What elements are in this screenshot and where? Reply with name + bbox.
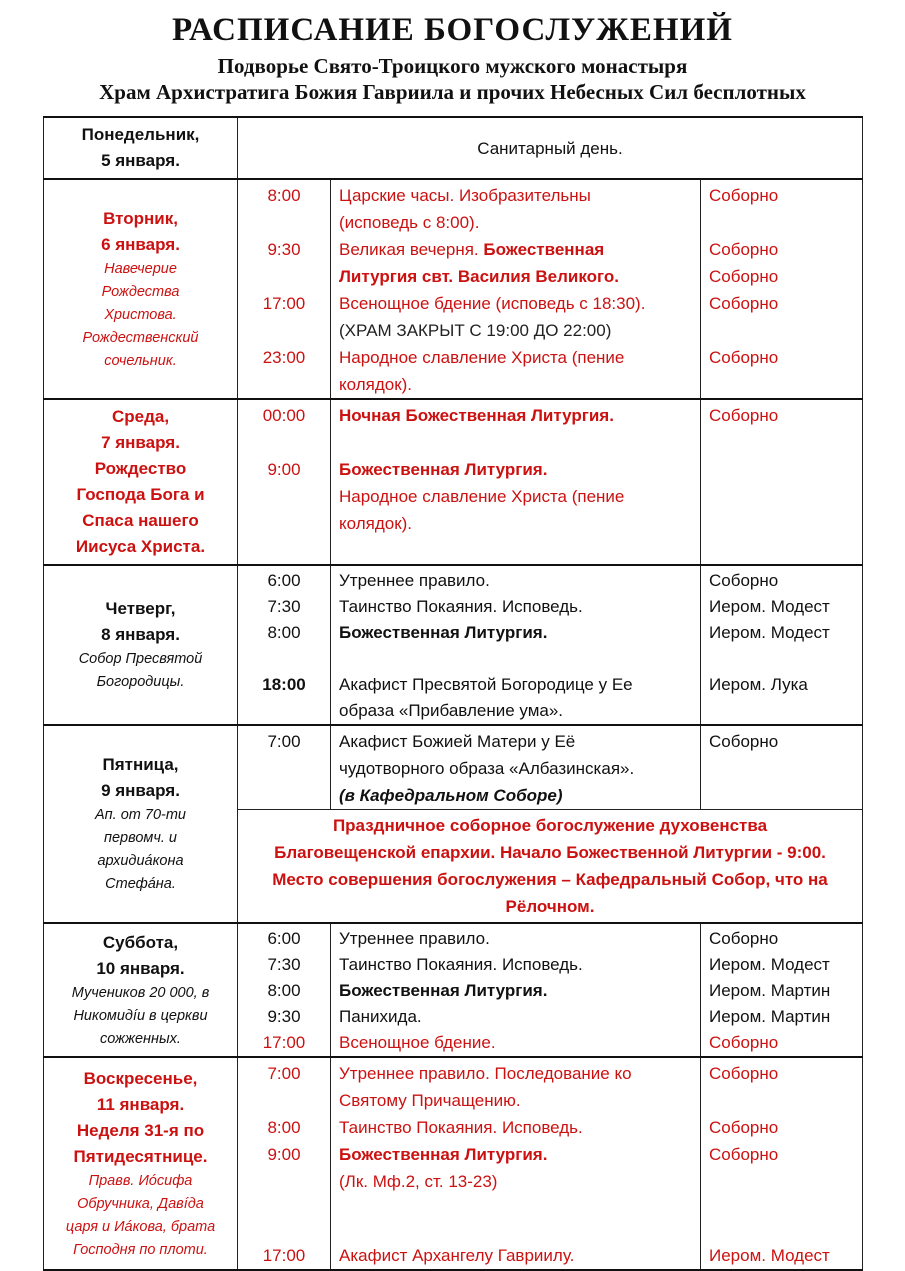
feast-title: Рождество xyxy=(94,459,187,478)
service-event: Утреннее правило. Последование ко xyxy=(339,1064,632,1083)
day-date: 7 января. xyxy=(101,433,180,452)
service-event: Божественная Литургия. xyxy=(339,623,548,642)
celebrant: Иером. Мартин xyxy=(709,981,831,1000)
service-time: 7:30 xyxy=(267,955,301,974)
feast-title: Господа Бога и xyxy=(76,485,205,504)
day-date: 11 января. xyxy=(96,1094,185,1114)
schedule-table xyxy=(43,116,863,1271)
event-column xyxy=(331,725,701,810)
service-time xyxy=(238,698,330,724)
service-time xyxy=(238,429,330,456)
service-time: 8:00 xyxy=(267,1118,301,1137)
service-time xyxy=(238,483,330,510)
location-note: (в Кафедральном Соборе) xyxy=(339,786,563,805)
service-event: Ночная Божественная Литургия. xyxy=(339,406,614,425)
service-event: Народное славление Христа (пение xyxy=(339,487,625,506)
event-column xyxy=(331,1057,701,1270)
service-time: 8:00 xyxy=(267,186,301,205)
celebrant-column xyxy=(701,399,863,565)
service-event: (исповедь с 8:00). xyxy=(339,213,480,232)
event-column xyxy=(331,923,701,1057)
celebrant: Соборно xyxy=(709,294,779,313)
service-event: Утреннее правило. xyxy=(339,929,490,948)
day-cell xyxy=(44,399,238,565)
celebrant: Соборно xyxy=(709,1118,779,1137)
celebrant xyxy=(709,209,862,236)
celebrant: Соборно xyxy=(709,348,779,367)
feast-note: Господня по плоти. xyxy=(73,1241,208,1258)
service-event: Акафист Божией Матери у Её xyxy=(339,732,576,751)
banner-line: Рёлочном. xyxy=(505,897,595,916)
service-time: 9:00 xyxy=(267,460,301,479)
celebrant-column xyxy=(701,923,863,1057)
service-event: колядок). xyxy=(339,514,413,533)
time-column xyxy=(238,923,331,1057)
service-time: 9:30 xyxy=(267,240,301,259)
service-event: Божественная Литургия. xyxy=(339,1145,548,1164)
service-time: 7:00 xyxy=(267,1064,301,1083)
service-time xyxy=(238,646,330,672)
service-event: Панихида. xyxy=(339,1007,422,1026)
day-row-tuesday xyxy=(44,179,863,399)
feast-note: Обручника, Давíда xyxy=(77,1195,204,1212)
day-cell xyxy=(44,179,238,399)
feast-note: Рождественский xyxy=(82,329,199,346)
celebrant: Иером. Мартин xyxy=(709,1007,831,1026)
celebrant: Соборно xyxy=(709,732,779,751)
day-date: 5 января. xyxy=(101,151,180,170)
celebrant: Соборно xyxy=(709,571,779,590)
day-row-thursday xyxy=(44,565,863,725)
day-row-friday xyxy=(44,725,863,810)
time-column xyxy=(238,725,331,810)
service-time: 18:00 xyxy=(262,675,306,694)
service-time: 17:00 xyxy=(262,1246,306,1265)
temple-closed-note: (ХРАМ ЗАКРЫТ С 19:00 ДО 22:00) xyxy=(339,321,612,340)
event-text-bold: Божественная xyxy=(483,240,605,259)
service-event: Царские часы. Изобразительны xyxy=(339,186,591,205)
feast-note: царя и Иáкова, брата xyxy=(65,1218,216,1235)
celebrant: Иером. Лука xyxy=(709,675,808,694)
day-name: Суббота, xyxy=(102,932,179,952)
feast-note: сожженных. xyxy=(100,1030,181,1047)
service-event: Таинство Покаяния. Исповедь. xyxy=(339,955,583,974)
day-date: 6 января. xyxy=(101,234,180,254)
feast-note: Никомидíи в церкви xyxy=(73,1007,208,1024)
celebrant: Иером. Модест xyxy=(709,597,830,616)
banner-line: Место совершения богослужения – Кафедральный Собор, что на xyxy=(272,870,828,889)
day-name: Пятница, xyxy=(102,755,179,774)
service-time xyxy=(238,1195,330,1222)
day-cell xyxy=(44,725,238,923)
banner-line: Благовещенской епархии. Начало Божественной Литургии - 9:00. xyxy=(274,843,826,862)
day-cell xyxy=(44,565,238,725)
service-event: Святому Причащению. xyxy=(339,1091,521,1110)
feast-title: Пятидесятнице. xyxy=(73,1146,208,1166)
event-column xyxy=(331,399,701,565)
time-column xyxy=(238,179,331,399)
service-event: Божественная Литургия. xyxy=(339,981,548,1000)
sanitary-day-note: Санитарный день. xyxy=(238,117,863,179)
service-time: 8:00 xyxy=(267,981,301,1000)
day-row-sunday xyxy=(44,1057,863,1270)
service-event: Утреннее правило. xyxy=(339,571,490,590)
celebrant-column xyxy=(701,565,863,725)
day-cell xyxy=(44,117,238,179)
service-time xyxy=(238,263,330,290)
service-time xyxy=(238,510,330,537)
event-column xyxy=(331,179,701,399)
service-event: Всенощное бдение. xyxy=(339,1033,496,1052)
gospel-reading: (Лк. Мф.2, ст. 13-23) xyxy=(339,1172,498,1191)
feast-note: Богородицы. xyxy=(96,674,185,690)
feast-note: Собор Пресвятой xyxy=(78,651,203,667)
service-event: Божественная Литургия. xyxy=(339,460,548,479)
feast-note: Правв. Иóсифа xyxy=(88,1172,193,1189)
celebrant-column xyxy=(701,1057,863,1270)
service-event: образа «Прибавление ума». xyxy=(339,701,564,720)
feast-note: сочельник. xyxy=(104,352,177,369)
service-time: 6:00 xyxy=(267,571,301,590)
feast-note: Ап. от 70-ти xyxy=(95,807,186,823)
service-time: 7:30 xyxy=(267,597,301,616)
service-event: Всенощное бдение (исповедь с 18:30). xyxy=(339,294,646,313)
day-name: Вторник, xyxy=(103,208,178,228)
service-time xyxy=(238,209,330,236)
service-time xyxy=(238,1087,330,1114)
service-time xyxy=(238,317,330,344)
service-time: 8:00 xyxy=(267,623,301,642)
celebrant-column xyxy=(701,725,863,810)
service-event xyxy=(339,429,700,456)
service-time xyxy=(238,371,330,398)
celebrant-column xyxy=(701,179,863,399)
day-cell xyxy=(44,1057,238,1270)
service-time: 17:00 xyxy=(262,1033,306,1052)
feast-note: Рождества xyxy=(101,283,180,300)
service-time: 6:00 xyxy=(267,929,301,948)
celebrant xyxy=(709,371,862,398)
celebrant: Соборно xyxy=(709,1064,779,1083)
feast-title: Иисуса Христа. xyxy=(75,537,206,556)
service-event: Литургия свт. Василия Великого. xyxy=(339,267,620,286)
service-event xyxy=(339,236,700,263)
celebrant: Соборно xyxy=(709,240,779,259)
service-event xyxy=(339,1195,700,1222)
service-event: Акафист Пресвятой Богородице у Ее xyxy=(339,675,633,694)
service-time: 9:30 xyxy=(267,1007,301,1026)
festive-service-banner xyxy=(238,810,863,924)
service-time: 7:00 xyxy=(267,732,301,751)
day-name: Воскресенье, xyxy=(83,1068,198,1088)
celebrant: Иером. Модест xyxy=(709,623,830,642)
day-row-wednesday xyxy=(44,399,863,565)
time-column xyxy=(238,1057,331,1270)
day-name: Понедельник, xyxy=(81,125,200,144)
event-text: Великая вечерня. xyxy=(339,240,484,259)
service-time: 9:00 xyxy=(267,1145,301,1164)
page-title: РАСПИСАНИЕ БОГОСЛУЖЕНИЙ xyxy=(172,12,733,48)
day-date: 9 января. xyxy=(101,781,180,800)
celebrant: Иером. Модест xyxy=(709,955,830,974)
service-time: 17:00 xyxy=(262,294,306,313)
feast-note: первомч. и xyxy=(104,830,177,846)
service-event: Народное славление Христа (пение xyxy=(339,348,625,367)
service-event xyxy=(339,646,700,672)
service-time: 00:00 xyxy=(262,406,306,425)
celebrant xyxy=(709,646,862,672)
event-column xyxy=(331,565,701,725)
day-name: Четверг, xyxy=(105,599,176,618)
celebrant xyxy=(709,1087,862,1114)
feast-note: архидиáкона xyxy=(97,853,184,869)
service-event: Акафист Архангелу Гавриилу. xyxy=(339,1246,575,1265)
celebrant: Соборно xyxy=(709,1145,779,1164)
celebrant: Соборно xyxy=(709,186,779,205)
feast-note: Христова. xyxy=(104,306,177,323)
service-event: Таинство Покаяния. Исповедь. xyxy=(339,1118,583,1137)
feast-title: Неделя 31-я по xyxy=(76,1120,205,1140)
service-event: Таинство Покаяния. Исповедь. xyxy=(339,597,583,616)
celebrant xyxy=(709,317,862,344)
feast-note: Мучеников 20 000, в xyxy=(71,984,210,1001)
feast-note: Навечерие xyxy=(104,260,177,277)
day-name: Среда, xyxy=(111,407,170,426)
celebrant xyxy=(709,1195,862,1222)
service-time: 23:00 xyxy=(262,348,306,367)
celebrant xyxy=(709,1168,862,1195)
day-row-saturday xyxy=(44,923,863,1057)
day-row-monday xyxy=(44,117,863,179)
celebrant: Иером. Модест xyxy=(709,1246,830,1265)
day-date: 10 января. xyxy=(96,958,185,978)
service-event: колядок). xyxy=(339,375,413,394)
celebrant: Соборно xyxy=(709,929,779,948)
celebrant: Соборно xyxy=(709,267,779,286)
service-event: чудотворного образа «Албазинская». xyxy=(339,759,635,778)
page-subtitle-church: Храм Архистратига Божия Гавриила и прочих Небесных Сил бесплотных xyxy=(99,80,806,104)
day-date: 8 января. xyxy=(101,625,180,644)
celebrant: Соборно xyxy=(709,406,779,425)
feast-note: Стефáна. xyxy=(105,876,176,892)
celebrant: Соборно xyxy=(709,1033,779,1052)
service-time xyxy=(238,1168,330,1195)
day-cell xyxy=(44,923,238,1057)
time-column xyxy=(238,399,331,565)
time-column xyxy=(238,565,331,725)
feast-title: Спаса нашего xyxy=(82,511,199,530)
banner-line: Праздничное соборное богослужение духовенства xyxy=(332,816,768,835)
page-subtitle-monastery: Подворье Свято-Троицкого мужского монастыря xyxy=(217,54,688,78)
